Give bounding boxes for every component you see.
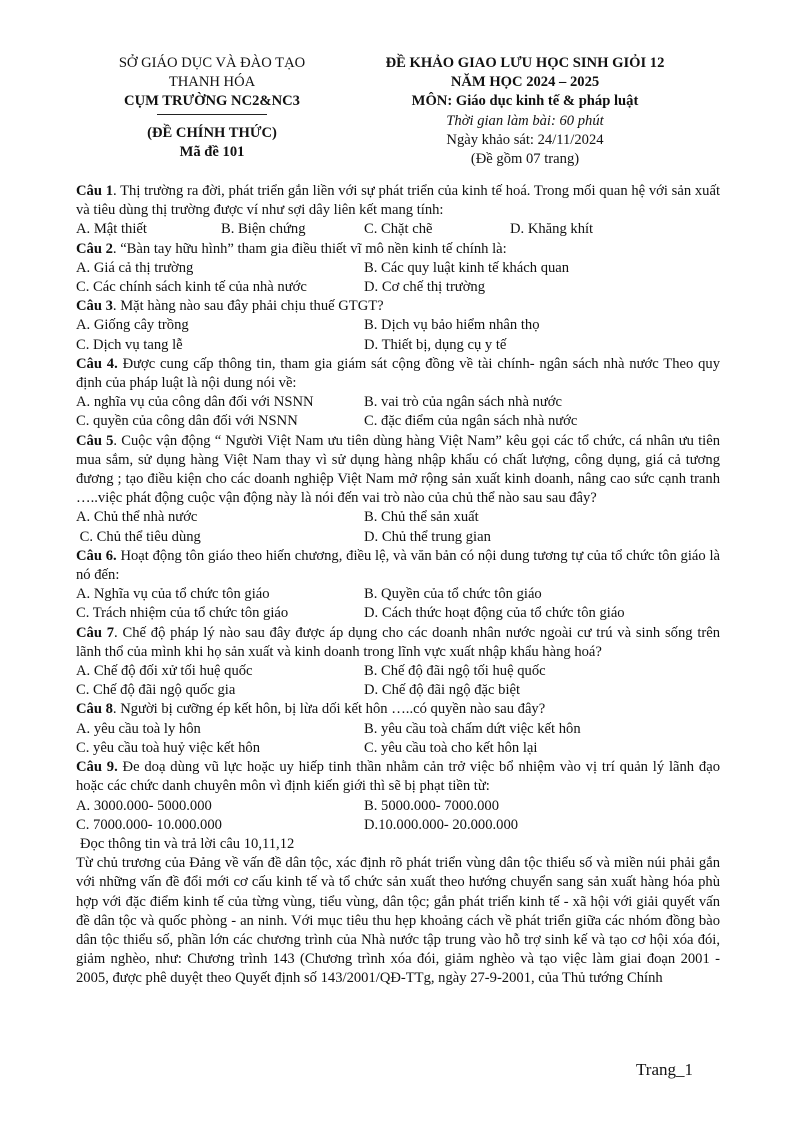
- question-label: Câu 9.: [76, 759, 118, 776]
- reading-intro: Đọc thông tin và trả lời câu 10,11,12: [80, 835, 295, 852]
- option: B. Dịch vụ bảo hiểm nhân thọ: [364, 317, 540, 334]
- option: A. Chế độ đối xử tối huệ quốc: [76, 663, 253, 680]
- option: B. Các quy luật kinh tế khách quan: [364, 259, 570, 276]
- exam-date: Ngày khảo sát: 24/11/2024: [446, 131, 604, 148]
- question-label: Câu 8: [76, 701, 113, 718]
- option: B. 5000.000- 7000.000: [364, 797, 499, 814]
- options-row: [76, 739, 720, 758]
- question-label: Câu 6.: [76, 547, 117, 564]
- question-label: Câu 3: [76, 298, 113, 315]
- school-year: NĂM HỌC 2024 – 2025: [450, 74, 600, 91]
- question-text: . Cuộc vận động “ Người Việt Nam ưu tiên dùng hàng Việt Nam” kêu gọi các tổ chức, cá nhân ưu tiên mua sắm, sử dụng hàng Việt Nam thay vì sử dụng hàng nhập khẩu có chất lượng, công dụng, giá cả tương đương ; tạo điều kiện cho các doanh nghiệp Việt Nam mở rộng sản xuất kinh doanh, nâng cao sức cạnh tranh …..việc phát động cuộc vận động này là nói đến vai trò nào của chủ thể nào sau sau đây?: [76, 432, 720, 507]
- question-text: Đe doạ dùng vũ lực hoặc uy hiếp tinh thần nhằm cản trở việc bổ nhiệm vào vị trí quản lý lãnh đạo hoặc các chức danh chuyên môn vì định kiến giới thì sẽ bị phạt tiền từ:: [76, 759, 720, 795]
- page-count: (Đề gồm 07 trang): [470, 151, 580, 168]
- option: C. 7000.000- 10.000.000: [76, 816, 222, 833]
- option: C. đặc điểm của ngân sách nhà nước: [364, 413, 578, 430]
- exam-content: [76, 182, 720, 989]
- question-2: [76, 240, 720, 259]
- options-row: [76, 528, 720, 547]
- question-3: [76, 297, 720, 316]
- option: C. yêu cầu toà cho kết hôn lại: [364, 739, 538, 756]
- options-row: [76, 797, 720, 816]
- official-label: (ĐỀ CHÍNH THỨC): [147, 124, 277, 141]
- option: B. Chủ thể sản xuất: [364, 509, 479, 526]
- options-row: [76, 412, 720, 431]
- question-label: Câu 2: [76, 240, 113, 257]
- question-4: [76, 355, 720, 393]
- option: A. Giống cây trồng: [76, 317, 189, 334]
- options-row: [76, 662, 720, 681]
- header-right: [345, 54, 705, 169]
- school-cluster: CỤM TRƯỜNG NC2&NC3: [124, 93, 300, 110]
- options-row: [76, 220, 720, 239]
- option: C. Các chính sách kinh tế của nhà nước: [76, 279, 307, 296]
- question-text: Được cung cấp thông tin, tham gia giám sát cộng đồng về tài chính- ngân sách nhà nước Theo quy định của pháp luật là nội dung nói về:: [76, 355, 720, 392]
- options-row: [76, 604, 720, 623]
- question-text: . Chế độ pháp lý nào sau đây được áp dụng cho các doanh nhân nước ngoài cư trú và sinh sống trên lãnh thổ của mình khi họ sản xuất và kinh doanh trong lĩnh vực xuất nhập khẩu hàng hoá?: [76, 624, 721, 660]
- option: A. yêu cầu toà ly hôn: [76, 720, 201, 737]
- province-name: THANH HÓA: [168, 74, 256, 91]
- question-1: [76, 182, 720, 220]
- option: D. Thiết bị, dụng cụ y tế: [364, 336, 507, 353]
- option: C. quyền của công dân đối với NSNN: [76, 413, 298, 430]
- options-row: [76, 278, 720, 297]
- reading-paragraph: Từ chủ trương của Đảng về vấn đề dân tộc, xác định rõ phát triển vùng dân tộc thiểu số và miền núi phải gắn với những vấn đề đổi mới cơ cấu kinh tế và tổ chức sản xuất theo hướng chuyển sang sản xuất hàng hóa phù hợp với đặc điểm kinh tế của từng vùng, tiểu vùng, dân tộc; gắn phát triển kinh tế - xã hội với giải quyết vấn đề dân tộc và quốc phòng - an ninh. Với mục tiêu thu hẹp khoảng cách về phát triển giữa các nhóm đồng bào dân tộc thiểu số, phần lớn các chương trình của Nhà nước tập trung vào hỗ trợ sinh kế và tạo cơ hội xóa đói, giảm nghèo, như: Chương trình 143 (Chương trình xóa đói, giảm nghèo và tạo việc làm giai đoạn 2001 - 2005, được phê duyệt theo Quyết định số 143/2001/QĐ-TTg, ngày 27-9-2001, của Thủ tướng Chính: [76, 855, 720, 987]
- options-row: [76, 336, 720, 355]
- option: D. Chủ thể trung gian: [364, 528, 491, 545]
- option: D. Cơ chế thị trường: [364, 279, 486, 296]
- option: C. Chủ thể tiêu dùng: [76, 528, 201, 545]
- question-8: [76, 700, 720, 719]
- option: B. vai trò của ngân sách nhà nước: [364, 394, 562, 411]
- option: D. Khăng khít: [510, 221, 594, 238]
- question-6: [76, 547, 720, 585]
- subject: MÔN: Giáo dục kinh tế & pháp luật: [411, 93, 639, 110]
- option: D. Cách thức hoạt động của tổ chức tôn giáo: [364, 605, 625, 622]
- question-text: . Người bị cưỡng ép kết hôn, bị lừa dối kết hôn …..có quyền nào sau đây?: [112, 701, 546, 718]
- question-5: [76, 432, 720, 509]
- option: C. yêu cầu toà huỷ việc kết hôn: [76, 739, 260, 756]
- option: B. Quyền của tổ chức tôn giáo: [364, 586, 542, 603]
- options-row: [76, 585, 720, 604]
- options-row: [76, 393, 720, 412]
- option: D. Chế độ đãi ngộ đặc biệt: [364, 682, 521, 699]
- question-label: Câu 7: [76, 624, 115, 641]
- options-row: [76, 816, 720, 835]
- question-9: [76, 758, 720, 796]
- exam-code: Mã đề 101: [179, 143, 245, 160]
- option: A. nghĩa vụ của công dân đối với NSNN: [76, 394, 314, 411]
- question-label: Câu 4.: [76, 355, 118, 372]
- option: C. Dịch vụ tang lễ: [76, 336, 183, 353]
- option: C. Chế độ đãi ngộ quốc gia: [76, 682, 236, 699]
- header-divider: [157, 114, 267, 115]
- option: B. Chế độ đãi ngộ tối huệ quốc: [364, 663, 546, 680]
- option: B. Biện chứng: [221, 221, 306, 238]
- option: A. Chủ thể nhà nước: [76, 509, 198, 526]
- question-7: [76, 624, 720, 662]
- options-row: [76, 720, 720, 739]
- option: A. 3000.000- 5000.000: [76, 797, 212, 814]
- question-label: Câu 5: [76, 432, 114, 449]
- time-limit: Thời gian làm bài: 60 phút: [446, 112, 604, 129]
- option: A. Mật thiết: [76, 221, 147, 238]
- options-row: [76, 508, 720, 527]
- question-text: . Thị trường ra đời, phát triển gắn liền với sự phát triển của kinh tế hoá. Trong mối quan hệ với sản xuất và tiêu dùng thị trường được ví như sợi dây liên kết mang tính:: [76, 183, 721, 219]
- option: A. Nghĩa vụ của tổ chức tôn giáo: [76, 586, 270, 603]
- options-row: [76, 316, 720, 335]
- department-name: SỞ GIÁO DỤC VÀ ĐÀO TẠO: [118, 55, 306, 71]
- option: B. yêu cầu toà chấm dứt việc kết hôn: [364, 720, 581, 737]
- option: A. Giá cả thị trường: [76, 259, 194, 276]
- option: C. Trách nhiệm của tổ chức tôn giáo: [76, 605, 289, 622]
- options-row: [76, 681, 720, 700]
- option: C. Chặt chẽ: [364, 221, 433, 238]
- question-label: Câu 1: [76, 183, 113, 199]
- question-text: . “Bàn tay hữu hình” tham gia điều thiết vĩ mô nền kinh tế chính là:: [112, 240, 507, 257]
- question-text: . Mặt hàng nào sau đây phải chịu thuế GTGT?: [112, 298, 384, 315]
- question-text: Hoạt động tôn giáo theo hiến chương, điều lệ, và văn bản có nội dung tương tự của tổ chức tôn giáo là nó đến:: [76, 547, 720, 584]
- header-left: [92, 54, 332, 162]
- options-row: [76, 259, 720, 278]
- exam-title: ĐỀ KHẢO GIAO LƯU HỌC SINH GIỎI 12: [385, 55, 665, 71]
- page-number: Trang_1: [636, 1060, 693, 1079]
- option: D.10.000.000- 20.000.000: [364, 816, 519, 833]
